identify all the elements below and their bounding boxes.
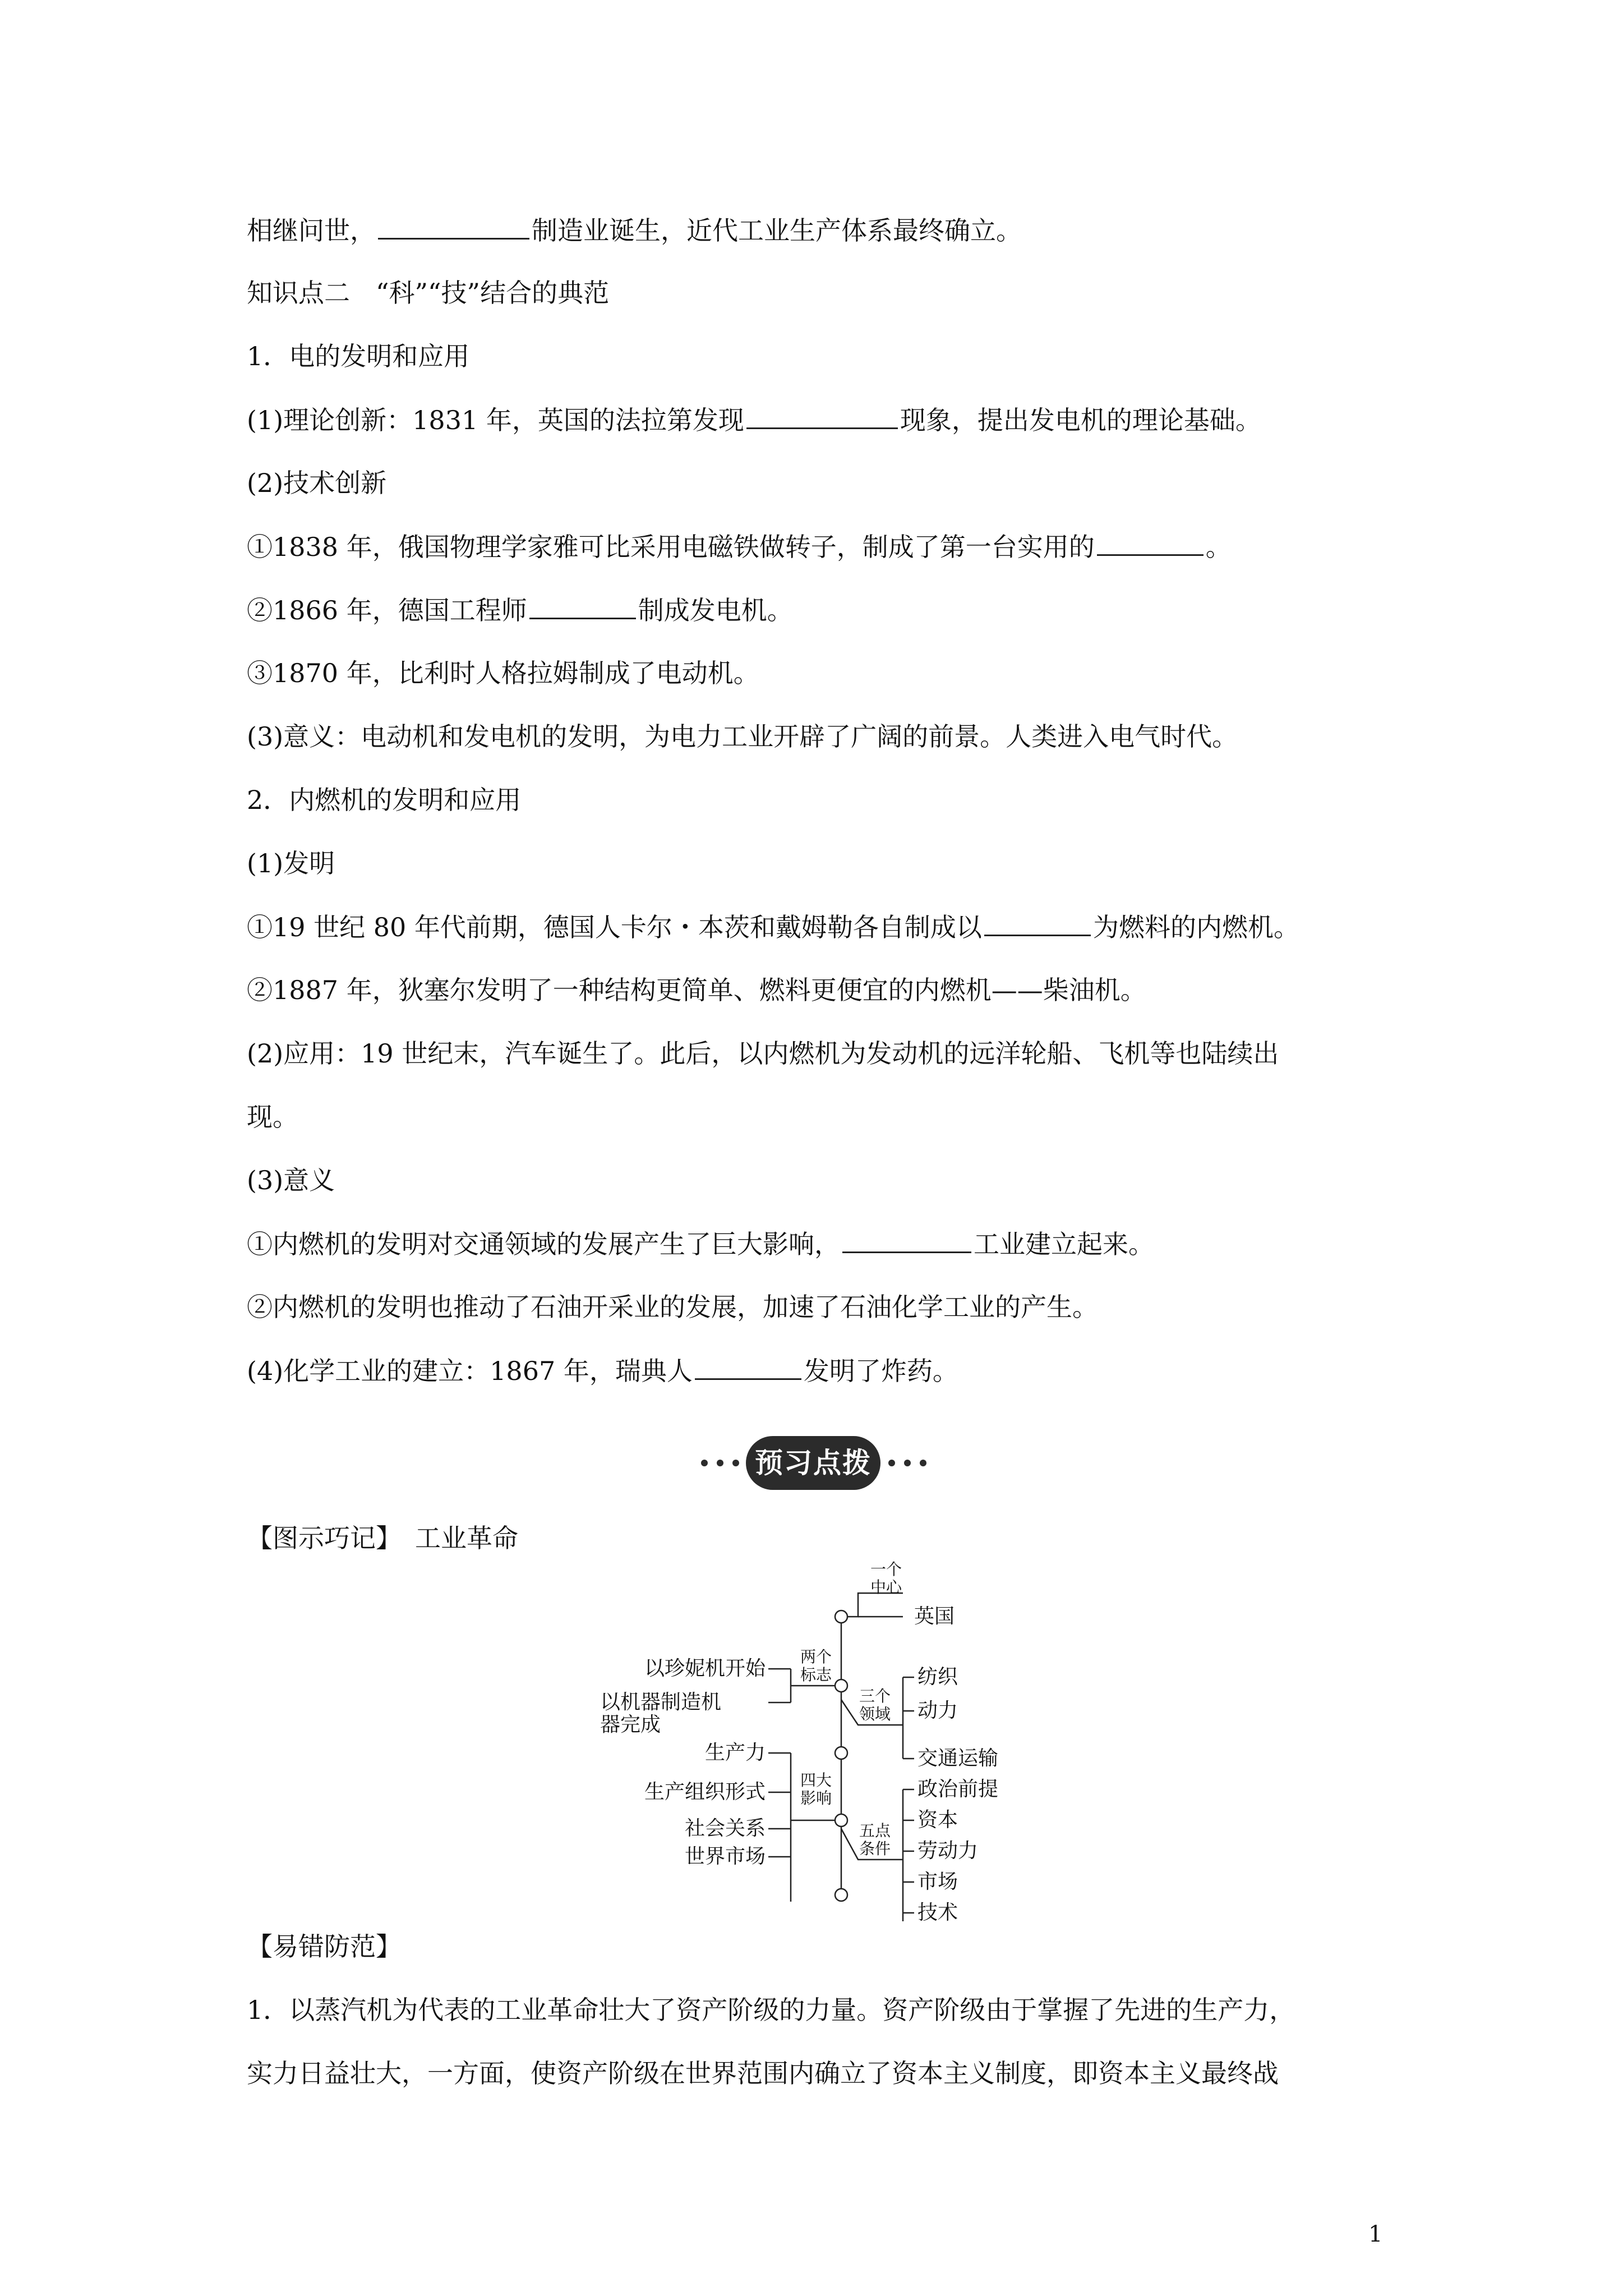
node-item: 以机器制造机 器完成 (600, 1691, 722, 1736)
answer-blank[interactable] (695, 1354, 801, 1380)
text-fragment: ②1866 年，德国工程师 (247, 595, 527, 625)
diagram-title: 工业革命 (415, 1523, 518, 1553)
answer-blank[interactable] (984, 910, 1091, 936)
text-line: (3)意义 (247, 1165, 335, 1195)
node-item: 资本 (917, 1809, 958, 1832)
text-fragment: 工业建立起来。 (974, 1229, 1154, 1259)
text-fragment: (4)化学工业的建立：1867 年，瑞典人 (247, 1356, 693, 1386)
answer-blank[interactable] (842, 1227, 971, 1253)
text-fragment: ①19 世纪 80 年代前期，德国人卡尔・本茨和戴姆勒各自制成以 (247, 912, 982, 942)
bracket-label: 【易错防范】 (247, 1931, 402, 1962)
node-item: 政治前提 (917, 1778, 999, 1801)
node-item: 交通运输 (917, 1747, 999, 1770)
text-fragment: ①内燃机的发明对交通领域的发展产生了巨大影响， (247, 1229, 840, 1259)
text-line (247, 530, 1232, 564)
text-line: ②内燃机的发明也推动了石油开采业的发展，加速了石油化学工业的产生。 (247, 1292, 1098, 1322)
node-item: 以珍妮机开始 (644, 1657, 766, 1680)
text-line: 现。 (247, 1102, 298, 1132)
node-item: 动力 (917, 1699, 958, 1722)
dot-icon (701, 1460, 708, 1466)
page-number: 1 (1368, 2221, 1383, 2247)
text-line: ②1887 年，狄塞尔发明了一种结构更简单、燃料更便宜的内燃机——柴油机。 (247, 975, 1146, 1005)
text-fragment: 为燃料的内燃机。 (1092, 912, 1299, 942)
text-line (247, 1354, 958, 1388)
node-label-four-impacts: 四大 影响 (800, 1771, 832, 1807)
answer-blank[interactable] (746, 403, 898, 429)
node-item: 劳动力 (917, 1839, 979, 1862)
node-item: 英国 (914, 1605, 955, 1628)
text-fragment: ①1838 年，俄国物理学家雅可比采用电磁铁做转子，制成了第一台实用的 (247, 532, 1095, 562)
text-line: (3)意义：电动机和发电机的发明，为电力工业开辟了广阔的前景。人类进入电气时代。 (247, 721, 1238, 752)
dot-icon (732, 1460, 739, 1466)
node-item: 社会关系 (684, 1817, 766, 1840)
text-line (247, 403, 1261, 437)
subheading: 2．内燃机的发明和应用 (247, 785, 522, 815)
text-line (247, 593, 793, 627)
text-fragment: 现象，提出发电机的理论基础。 (900, 405, 1261, 435)
text-fragment: (1)理论创新：1831 年，英国的法拉第发现 (247, 405, 744, 435)
node-label-five-conditions: 五点 条件 (859, 1821, 891, 1858)
text-fragment: 相继问世， (247, 215, 376, 246)
node-label-two-marks: 两个 标志 (800, 1648, 832, 1684)
text-fragment: 制造业诞生，近代工业生产体系最终确立。 (532, 215, 1022, 246)
text-fragment: 。 (1205, 532, 1232, 562)
node-item: 技术 (917, 1901, 958, 1924)
section-heading: 知识点二 “科”“技”结合的典范 (247, 278, 610, 308)
section-title-banner (662, 1436, 965, 1492)
node-item: 世界市场 (684, 1845, 766, 1868)
node-item: 生产力 (704, 1741, 766, 1764)
subheading: 1．电的发明和应用 (247, 341, 470, 371)
text-line: (2)应用：19 世纪末，汽车诞生了。此后，以内燃机为发动机的远洋轮船、飞机等也陆续出 (247, 1038, 1279, 1069)
node-label-one-center: 一个 中心 (870, 1560, 902, 1596)
answer-blank[interactable] (1097, 530, 1204, 556)
answer-blank[interactable] (529, 593, 636, 619)
text-fragment: 制成发电机。 (638, 595, 793, 625)
text-line: ③1870 年，比利时人格拉姆制成了电动机。 (247, 658, 759, 688)
bracket-label: 【图示巧记】 (247, 1523, 402, 1553)
dot-icon (717, 1460, 723, 1466)
industrial-revolution-diagram (600, 1560, 1038, 1924)
answer-blank[interactable] (378, 213, 529, 240)
text-line: 1．以蒸汽机为代表的工业革命壮大了资产阶级的力量。资产阶级由于掌握了先进的生产力， (247, 1995, 1295, 2025)
dot-icon (920, 1460, 926, 1466)
text-line: (1)发明 (247, 848, 335, 878)
dot-icon (904, 1460, 911, 1466)
node-item: 生产组织形式 (644, 1780, 766, 1803)
text-line (247, 1521, 518, 1555)
text-line (247, 213, 1022, 247)
node-item: 市场 (917, 1870, 958, 1893)
text-line: (2)技术创新 (247, 468, 387, 498)
dot-icon (888, 1460, 895, 1466)
section-title: 预习点拨 (746, 1436, 880, 1490)
text-line: 实力日益壮大，一方面，使资产阶级在世界范围内确立了资本主义制度，即资本主义最终战 (247, 2058, 1279, 2088)
text-line (247, 910, 1299, 944)
text-fragment: 发明了炸药。 (803, 1356, 958, 1386)
text-line (247, 1227, 1154, 1261)
node-label-three-fields: 三个 领域 (859, 1687, 891, 1723)
node-item: 纺织 (917, 1665, 958, 1688)
